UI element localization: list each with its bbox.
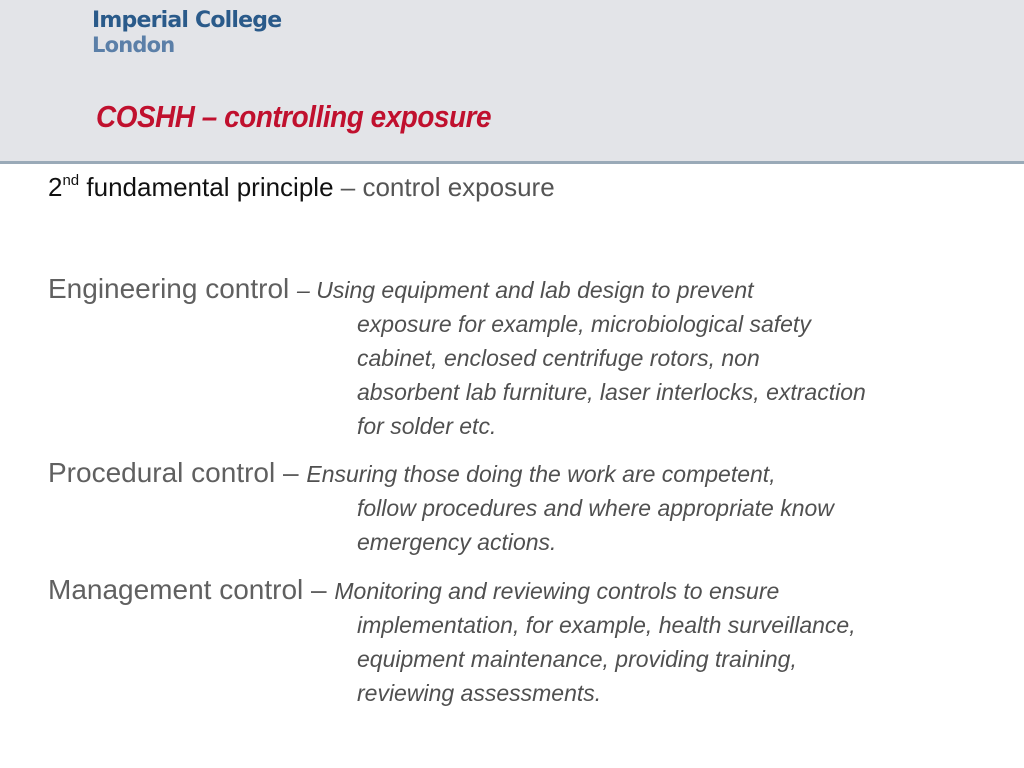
slide-title: COSHH – controlling exposure: [96, 99, 492, 134]
control-description-line: emergency actions.: [357, 529, 557, 555]
control-description-line: equipment maintenance, providing training,: [357, 646, 797, 672]
imperial-college-logo: [92, 8, 281, 58]
control-label: Engineering control: [48, 273, 298, 304]
subheading-number: 2: [48, 172, 63, 202]
logo-line-2: London: [92, 33, 175, 57]
subheading-rest: – control exposure: [333, 172, 555, 202]
management-control-item: [48, 574, 998, 710]
engineering-control-item: [48, 273, 998, 443]
control-description-line: for solder etc.: [357, 413, 497, 439]
procedural-control-item: [48, 457, 998, 559]
control-description-line: follow procedures and where appropriate know: [357, 495, 834, 521]
subheading: [48, 172, 555, 203]
control-description-line: cabinet, enclosed centrifuge rotors, non: [357, 345, 760, 371]
control-description-line: exposure for example, microbiological safety: [357, 311, 811, 337]
subheading-superscript: nd: [62, 172, 80, 189]
control-description-line: implementation, for example, health surveillance,: [357, 612, 856, 638]
control-description-line: absorbent lab furniture, laser interlocks, extraction: [357, 379, 866, 405]
control-label: Management control –: [48, 574, 335, 605]
subheading-main: fundamental principle: [79, 172, 334, 202]
logo-line-1: Imperial College: [92, 8, 282, 33]
control-description: Ensuring those doing the work are competent,: [306, 461, 776, 487]
slide-header: [0, 0, 1024, 164]
control-description-line: reviewing assessments.: [357, 680, 602, 706]
control-label: Procedural control –: [48, 457, 307, 488]
control-description: Monitoring and reviewing controls to ensure: [334, 578, 780, 604]
control-description: – Using equipment and lab design to prevent: [297, 277, 754, 303]
